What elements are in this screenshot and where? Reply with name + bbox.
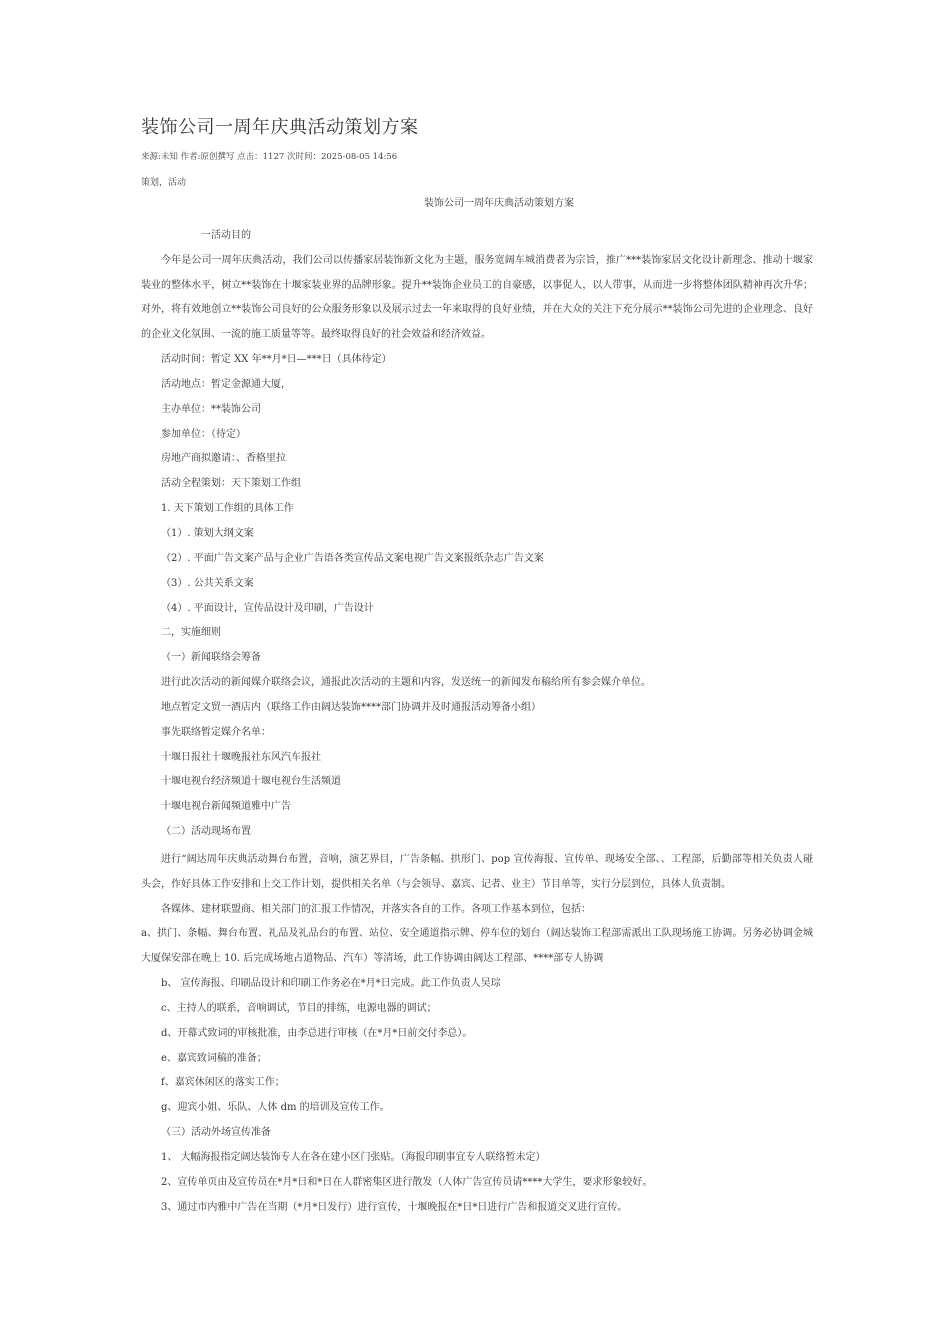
task-line: 3、通过市内雅中广告在当期（*月*日发行）进行宣传，十堰晚报在*日*日进行广告和报道交叉进行宣传。 xyxy=(161,1201,628,1213)
detail-line: 事先联络暂定媒介名单： xyxy=(161,726,271,738)
task-line: e、嘉宾致词稿的准备； xyxy=(161,1052,267,1064)
detail-line: （2）. 平面广告文案产品与企业广告语各类宣传品文案电视广告文案报纸杂志广告文案 xyxy=(161,552,544,564)
detail-line: 活动时间：暂定 XX 年**月*日—***日（具体待定） xyxy=(161,354,392,365)
task-line: f、嘉宾休闲区的落实工作； xyxy=(161,1077,285,1089)
detail-line: 1. 天下策划工作组的具体工作 xyxy=(161,503,294,515)
detail-line: 活动地点：暂定金源通大厦， xyxy=(161,378,291,390)
detail-line: 十堰电视台经济频道十堰电视台生活频道 xyxy=(161,776,341,788)
section-heading-purpose: 一活动目的 xyxy=(201,230,251,241)
article-meta: 来源:未知 作者:原创撰写 点击：1127 次时间：2025-08-05 14:56 xyxy=(141,152,398,162)
task-line: d、开幕式致词的审核批准，由李总进行审核（在*月*日前交付李总）。 xyxy=(161,1027,473,1039)
detail-line: 房地产商拟邀请：、香格里拉 xyxy=(161,453,286,465)
detail-line: （4）. 平面设计，宣传品设计及印刷，广告设计 xyxy=(161,602,374,614)
detail-line: 进行此次活动的新闻媒介联络会议，通报此次活动的主题和内容，发送统一的新闻发布稿给所有参会媒介单位。 xyxy=(161,677,651,689)
document-subtitle: 装饰公司一周年庆典活动策划方案 xyxy=(424,198,574,209)
detail-line: 主办单位：**装饰公司 xyxy=(161,403,261,415)
detail-line: 参加单位：（待定） xyxy=(161,428,246,440)
detail-line: 十堰日报社十堰晚报社东风汽车报社 xyxy=(161,751,321,763)
detail-line: （一）新闻联络会筹备 xyxy=(161,652,261,664)
task-line: 2、宣传单页由及宣传员在*月*日和*日在人群密集区进行散发（人体广告宣传员请****大学生，要求形象较好。 xyxy=(161,1176,653,1188)
arch-setup-paragraph: a、拱门、条幅、舞台布置、礼品及礼品台的布置、站位、安全通道指示牌、停车位的划台（阔达装饰工程部需派出工队现场施工协调。另务必协调金城大厦保安部在晚上 10. 后完成场地占道物品、汽车）等清场，此工作协调由阔达工程部、****部专人协调 xyxy=(141,928,813,964)
detail-line: （1）. 策划大纲文案 xyxy=(161,527,254,539)
task-line: （三）活动外场宣传准备 xyxy=(161,1127,271,1139)
detail-line: 十堰电视台新闻频道雅中广告 xyxy=(161,801,291,813)
detail-line: （二）活动现场布置 xyxy=(161,826,251,838)
detail-line: 活动全程策划：天下策划工作组 xyxy=(161,478,301,490)
article-title: 装饰公司一周年庆典活动策划方案 xyxy=(141,117,419,138)
task-line: c、主持人的联系，音响调试，节目的排练，电源电器的调试； xyxy=(161,1002,437,1014)
detail-line: 二，实施细则 xyxy=(161,627,221,639)
media-work-line: 各媒体、建材联盟商、相关部门的汇报工作情况，并落实各自的工作。各项工作基本到位，包括： xyxy=(161,904,591,915)
purpose-paragraph: 今年是公司一周年庆典活动，我们公司以传播家居装饰新文化为主题，服务宽阔车城消费者为宗旨，推广***装饰家居文化设计新理念、推动十堰家装业的整体水平，树立**装饰在十堰家装业界的品牌形象。提升**装饰企业员工的自豪感，以事促人，以人带事，从而进一步将整体团队精神再次升华；对外，将有效地创立**装饰公司良好的公众服务形象以及展示过去一年来取得的良好业绩，并在大众的关注下充分展示**装饰公司先进的企业理念、良好的企业文化氛围、一流的施工质量等等。最终取得良好的社会效益和经济效益。 xyxy=(141,255,813,340)
detail-line: 地点暂定文贸一酒店内（联络工作由阔达装饰****部门协调并及时通报活动筹备小组） xyxy=(161,701,541,713)
detail-line: （3）. 公共关系文案 xyxy=(161,577,254,589)
task-line: b、 宣传海报、印刷品设计和印刷工作务必在*月*日完成。此工作负责人吴琮 xyxy=(161,978,501,989)
task-line: 1、 大幅海报指定阔达装饰专人在各在建小区门张贴。（海报印刷事宜专人联络暂未定） xyxy=(161,1151,546,1163)
article-tags: 策划，活动 xyxy=(141,178,187,188)
task-line: g、迎宾小姐、乐队、人体 dm 的培训及宣传工作。 xyxy=(161,1102,390,1114)
site-setup-paragraph: 进行“阔达周年庆典活动舞台布置，音响，演艺界目，广告条幅、拱形门、pop 宣传海报、宣传单、现场安全部、、工程部，后勤部等相关负责人碰头会，作好具体工作安排和上交工作计划，提供相关名单（与会领导、嘉宾、记者、业主）节目单等，实行分层到位，具体人负责制。 xyxy=(141,854,813,890)
